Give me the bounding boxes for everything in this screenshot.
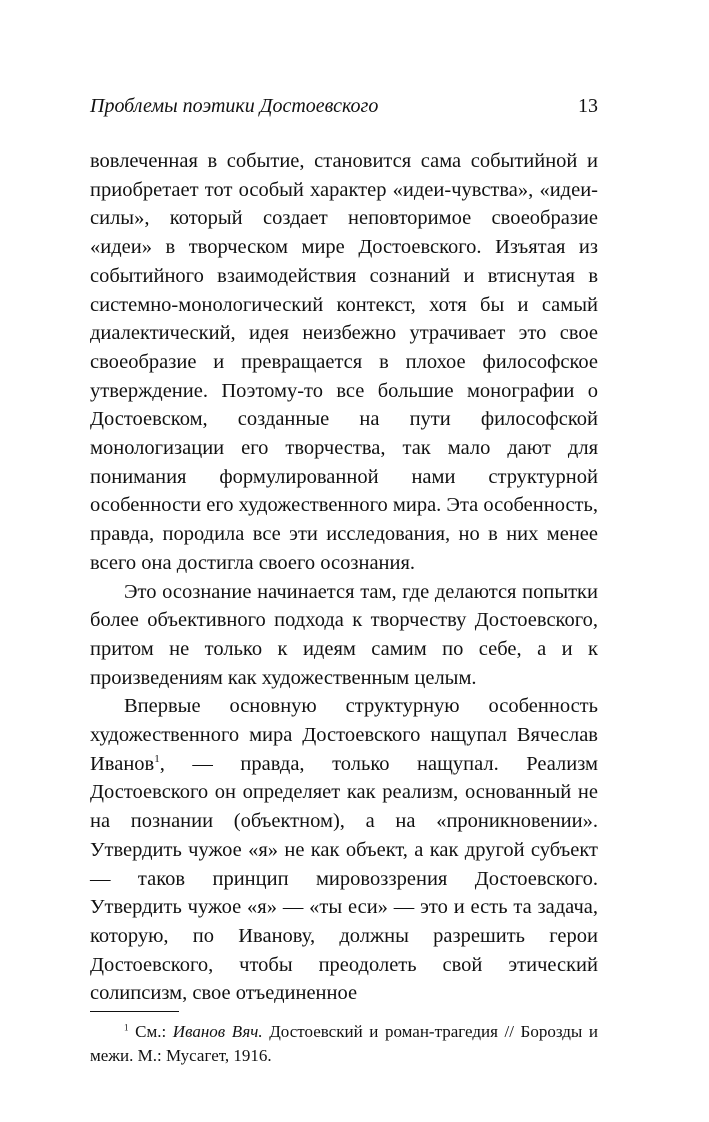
paragraph-3-text-end: , — правда, только нащупал. Реализм Достоевского он определяет как реализм, основанный не на познании (объектном), а на «проникновении». Утвердить чужое «я» не как объект, а как другой субъект — таков принцип мировоззрения Достоевского. Утвердить чужое «я» — «ты еси» — это и есть та задача, которую, по Иванову, должны разрешить герои Достоевского, чтобы преодолеть свой этический солипсизм, свое отъединенное	[90, 752, 598, 1005]
paragraph-3-text-start: Впервые основную структурную особенность художественного мира Достоевского нащупал Вячеслав Иванов	[90, 695, 598, 775]
paragraph-2: Это осознание начинается там, где делаются попытки более объективного подхода к творчеству Достоевского, притом не только к идеям самим по себе, а и к произведениям как художественным целым.	[90, 580, 598, 689]
footnote-prefix: См.:	[135, 1022, 173, 1042]
paragraph-1: вовлеченная в событие, становится сама событийной и приобретает тот особый характер «идеи-чувства», «идеи-силы», который создает неповторимое своеобразие «идеи» в творческом мире Достоевского. Изъятая из событийного взаимодействия сознаний и втиснутая в системно-монологический контекст, хотя бы и самый диалектический, идея неизбежно утрачивает это свое своеобразие и превращается в плохое философское утверждение. Поэтому-то все большие монографии о Достоевском, созданные на пути философской монологизации его творчества, так мало дают для понимания формулированной нами структурной особенности его художественного мира. Эта особенность, правда, породила все эти исследования, но в них менее всего она достигла своего осознания.	[90, 150, 598, 574]
footnote	[90, 1020, 598, 1068]
footnote-divider	[90, 1011, 179, 1012]
page-number: 13	[578, 95, 598, 117]
body-text	[90, 147, 598, 1008]
footnote-citation: Достоевский и роман-трагедия // Борозды и межи. М.: Мусагет, 1916.	[90, 1022, 598, 1066]
footnote-reference: 1	[154, 752, 160, 765]
paragraph-3	[90, 692, 598, 1008]
running-title: Проблемы поэтики Достоевского	[90, 95, 379, 117]
footnote-author: Иванов Вяч.	[172, 1022, 263, 1042]
book-page	[90, 95, 598, 1068]
footnote-mark: 1	[124, 1022, 129, 1033]
running-head	[90, 95, 598, 125]
